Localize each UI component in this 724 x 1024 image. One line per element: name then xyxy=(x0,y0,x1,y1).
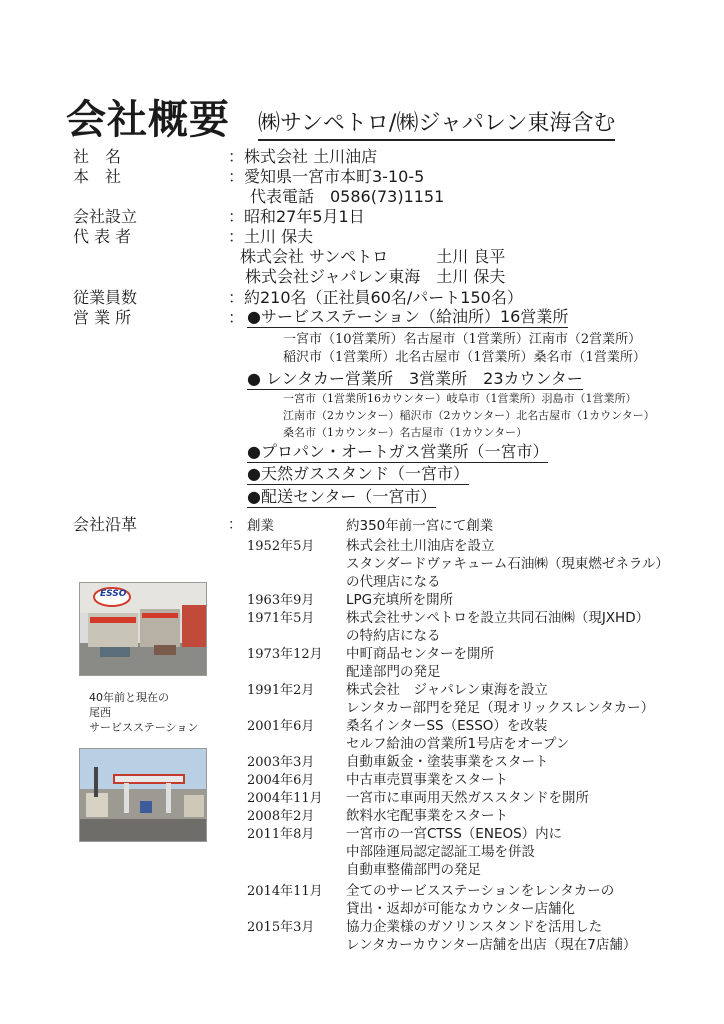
old-station-photo xyxy=(79,582,207,676)
history-text: 配達部門の発足 xyxy=(346,664,441,680)
natural-gas-station: ●天然ガススタンド（一宮市） xyxy=(247,461,469,485)
history-text: 株式会社土川油店を設立 xyxy=(346,538,495,554)
photo-caption-line-3: サービスステーション xyxy=(89,721,199,734)
photo-caption xyxy=(89,690,198,735)
history-year: 2008年2月 xyxy=(247,809,315,824)
history-year: 2014年11月 xyxy=(247,884,323,899)
history-text: の代理店になる xyxy=(346,574,441,590)
history-year: 2004年6月 xyxy=(247,773,315,788)
history-text: 協力企業様のガソリンスタンドを活用した xyxy=(346,919,603,935)
founded-value: ：昭和27年5月1日 xyxy=(228,207,365,226)
current-station-photo xyxy=(79,748,207,842)
rental-heading: ● レンタカー営業所 3営業所 23カウンター xyxy=(247,366,583,390)
history-label: 会社沿革 xyxy=(73,515,138,534)
history-year: 1971年5月 xyxy=(247,611,315,626)
esso-sign: ESSO xyxy=(100,589,127,599)
page-title: 会社概要 xyxy=(66,96,230,143)
founded-label: 会社設立 xyxy=(73,207,138,226)
hq-address: ：愛知県一宮市本町3-10-5 xyxy=(228,167,425,186)
history-year: 2011年8月 xyxy=(247,827,315,842)
history-text: レンタカー部門を発足（現オリックスレンタカー） xyxy=(346,700,655,716)
offices-colon: ： xyxy=(228,308,245,327)
history-text: レンタカーカウンター店舗を出店（現在7店舗） xyxy=(346,937,637,953)
representative-value: ：土川 保夫 xyxy=(228,227,314,246)
company-name-label: 社 名 xyxy=(73,147,122,166)
history-text: 株式会社サンペトロを設立共同石油㈱（現JXHD） xyxy=(346,610,650,626)
representative-label: 代 表 者 xyxy=(73,227,132,246)
staff-value: ：約210名（正社員60名/パート150名） xyxy=(228,288,523,307)
history-text: 中古車売買事業をスタート xyxy=(346,772,508,788)
history-text: 桑名インターSS（ESSO）を改装 xyxy=(346,718,548,734)
history-text: 中部陸運局認定認証工場を併設 xyxy=(346,844,535,860)
rental-list-1: 一宮市（1営業所16カウンター）岐阜市（1営業所）羽島市（1営業所） xyxy=(283,392,637,405)
history-text: 中町商品センターを開所 xyxy=(346,646,494,662)
history-year: 1973年12月 xyxy=(247,647,323,662)
photo-caption-line-2: 尾西 xyxy=(89,706,111,719)
staff-label: 従業員数 xyxy=(73,288,138,307)
hq-phone: 代表電話 0586(73)1151 xyxy=(250,187,445,206)
history-text: 株式会社 ジャパレン東海を設立 xyxy=(346,682,548,698)
service-station-list-2: 稲沢市（1営業所）北名古屋市（1営業所）桑名市（1営業所） xyxy=(283,350,646,365)
propane-office: ●プロパン・オートガス営業所（一宮市） xyxy=(247,439,548,463)
history-text: LPG充填所を開所 xyxy=(346,592,454,608)
history-text: セルフ給油の営業所1号店をオープン xyxy=(346,736,570,752)
hq-label: 本 社 xyxy=(73,167,122,186)
history-text: の特約店になる xyxy=(346,628,441,644)
company-name-value: ：株式会社 土川油店 xyxy=(228,147,378,166)
rental-list-3: 桑名市（1カウンター）名古屋市（1カウンター） xyxy=(283,426,528,439)
rental-list-2: 江南市（2カウンター）稲沢市（2カウンター）北名古屋市（1カウンター） xyxy=(283,409,655,422)
history-year: 2004年11月 xyxy=(247,791,323,806)
history-text: 貸出・返却が可能なカウンター店舗化 xyxy=(346,901,575,917)
history-year: 2015年3月 xyxy=(247,920,315,935)
history-text: スタンダードヴァキューム石油㈱（現東燃ゼネラル） xyxy=(346,556,669,572)
representative-sanpetro: 株式会社 サンペトロ 土川 良平 xyxy=(240,247,506,266)
history-year: 1963年9月 xyxy=(247,593,315,608)
history-text: 飲料水宅配事業をスタート xyxy=(346,808,508,824)
history-colon: ： xyxy=(228,517,242,533)
founding-year: 創業 xyxy=(247,518,274,534)
service-station-heading: ●サービスステーション（給油所）16営業所 xyxy=(247,304,568,328)
representative-japaren: 株式会社ジャパレン東海 土川 保夫 xyxy=(245,267,506,286)
history-text: 一宮市に車両用天然ガススタンドを開所 xyxy=(346,790,589,806)
history-year: 2003年3月 xyxy=(247,755,315,770)
history-year: 1991年2月 xyxy=(247,683,315,698)
history-text: 全てのサービスステーションをレンタカーの xyxy=(346,883,615,899)
photo-caption-line-1: 40年前と現在の xyxy=(89,691,169,704)
history-text: 自動車鈑金・塗装事業をスタート xyxy=(346,754,549,770)
page-subtitle: ㈱サンペトロ/㈱ジャパレン東海含む xyxy=(258,106,615,141)
history-text: 一宮市の一宮CTSS（ENEOS）内に xyxy=(346,826,563,842)
offices-label: 営 業 所 xyxy=(73,308,132,327)
service-station-list-1: 一宮市（10営業所）名古屋市（1営業所）江南市（2営業所） xyxy=(283,332,642,347)
delivery-center: ●配送センター（一宮市） xyxy=(247,484,436,508)
history-year: 2001年6月 xyxy=(247,719,315,734)
founding-text: 約350年前一宮にて創業 xyxy=(346,518,494,534)
history-year: 1952年5月 xyxy=(247,539,315,554)
history-text: 自動車整備部門の発足 xyxy=(346,862,481,878)
